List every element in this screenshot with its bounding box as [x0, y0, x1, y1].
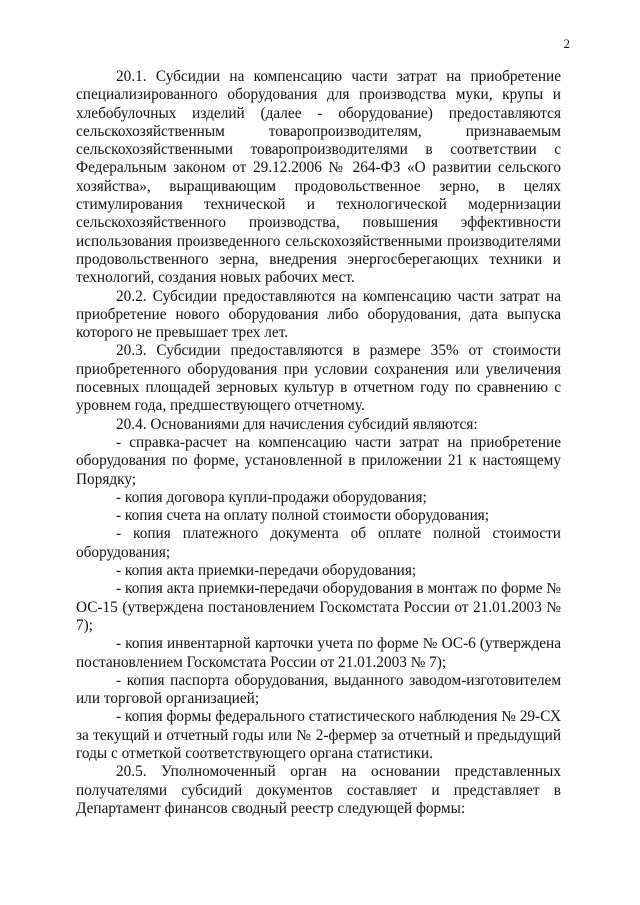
paragraph-20-1: 20.1. Субсидии на компенсацию части затрат на приобретение специализированного оборудования для производства муки, крупы и хлебобулочных изделий (далее - оборудование) предоставляются сельскохозяйственным товаропроизводителям, признаваемым сельскохозяйственными товаропроизводителями в соответствии с Федеральным законом от 29.12.2006 № 264-ФЗ «О развитии сельского хозяйства», выращивающим продовольственное зерно, в целях стимулирования технической и технологической модернизации сельскохозяйственного производства, повышения эффективности использования произведенного сельскохозяйственными производителями продовольственного зерна, внедрения энергосберегающих техники и технологий, создания новых рабочих мест.: [76, 68, 561, 287]
list-item-inventory-card-copy: - копия инвентарной карточки учета по форме № ОС-6 (утверждена постановлением Госкомстата России от 21.01.2003 № 7);: [76, 635, 561, 671]
list-item-statistics-form-copy: - копия формы федерального статистического наблюдения № 29-СХ за текущий и отчетный годы или № 2-фермер за отчетный и предыдущий годы с отметкой соответствующего органа статистики.: [76, 708, 561, 762]
list-item-calculation: - справка-расчет на компенсацию части затрат на приобретение оборудования по форме, установленной в приложении 21 к настоящему Порядку;: [76, 433, 561, 488]
list-item-contract-copy: - копия договора купли-продажи оборудования;: [116, 488, 427, 506]
list-item-passport-copy: - копия паспорта оборудования, выданного заводом-изготовителем или торговой организацией;: [76, 671, 561, 708]
paragraph-20-5: 20.5. Уполномоченный орган на основании представленных получателями субсидий документов составляет и представляет в Департамент финансов сводный реестр следующей формы:: [76, 763, 561, 817]
list-item-payment-document-copy: - копия платежного документа об оплате полной стоимости оборудования;: [76, 525, 561, 561]
paragraph-20-2: 20.2. Субсидии предоставляются на компенсацию части затрат на приобретение нового оборудования либо оборудования, дата выпуска которого не превышает трех лет.: [76, 287, 561, 342]
page-number: 2: [563, 36, 570, 51]
paragraph-20-4: 20.4. Основаниями для начисления субсидий являются:: [116, 415, 478, 433]
list-item-invoice-copy: - копия счета на оплату полной стоимости оборудования;: [116, 507, 490, 525]
list-item-acceptance-act-copy: - копия акта приемки-передачи оборудования;: [116, 562, 417, 580]
document-body: [76, 68, 561, 818]
paragraph-20-3: 20.3. Субсидии предоставляются в размере 35% от стоимости приобретенного оборудования при условии сохранения или увеличения посевных площадей зерновых культур в отчетном году по сравнению с уровнем года, предшествующего отчетному.: [76, 342, 561, 415]
list-item-installation-act-copy: - копия акта приемки-передачи оборудования в монтаж по форме № ОС-15 (утверждена постановлением Госкомстата России от 21.01.2003 № 7);: [76, 580, 561, 634]
